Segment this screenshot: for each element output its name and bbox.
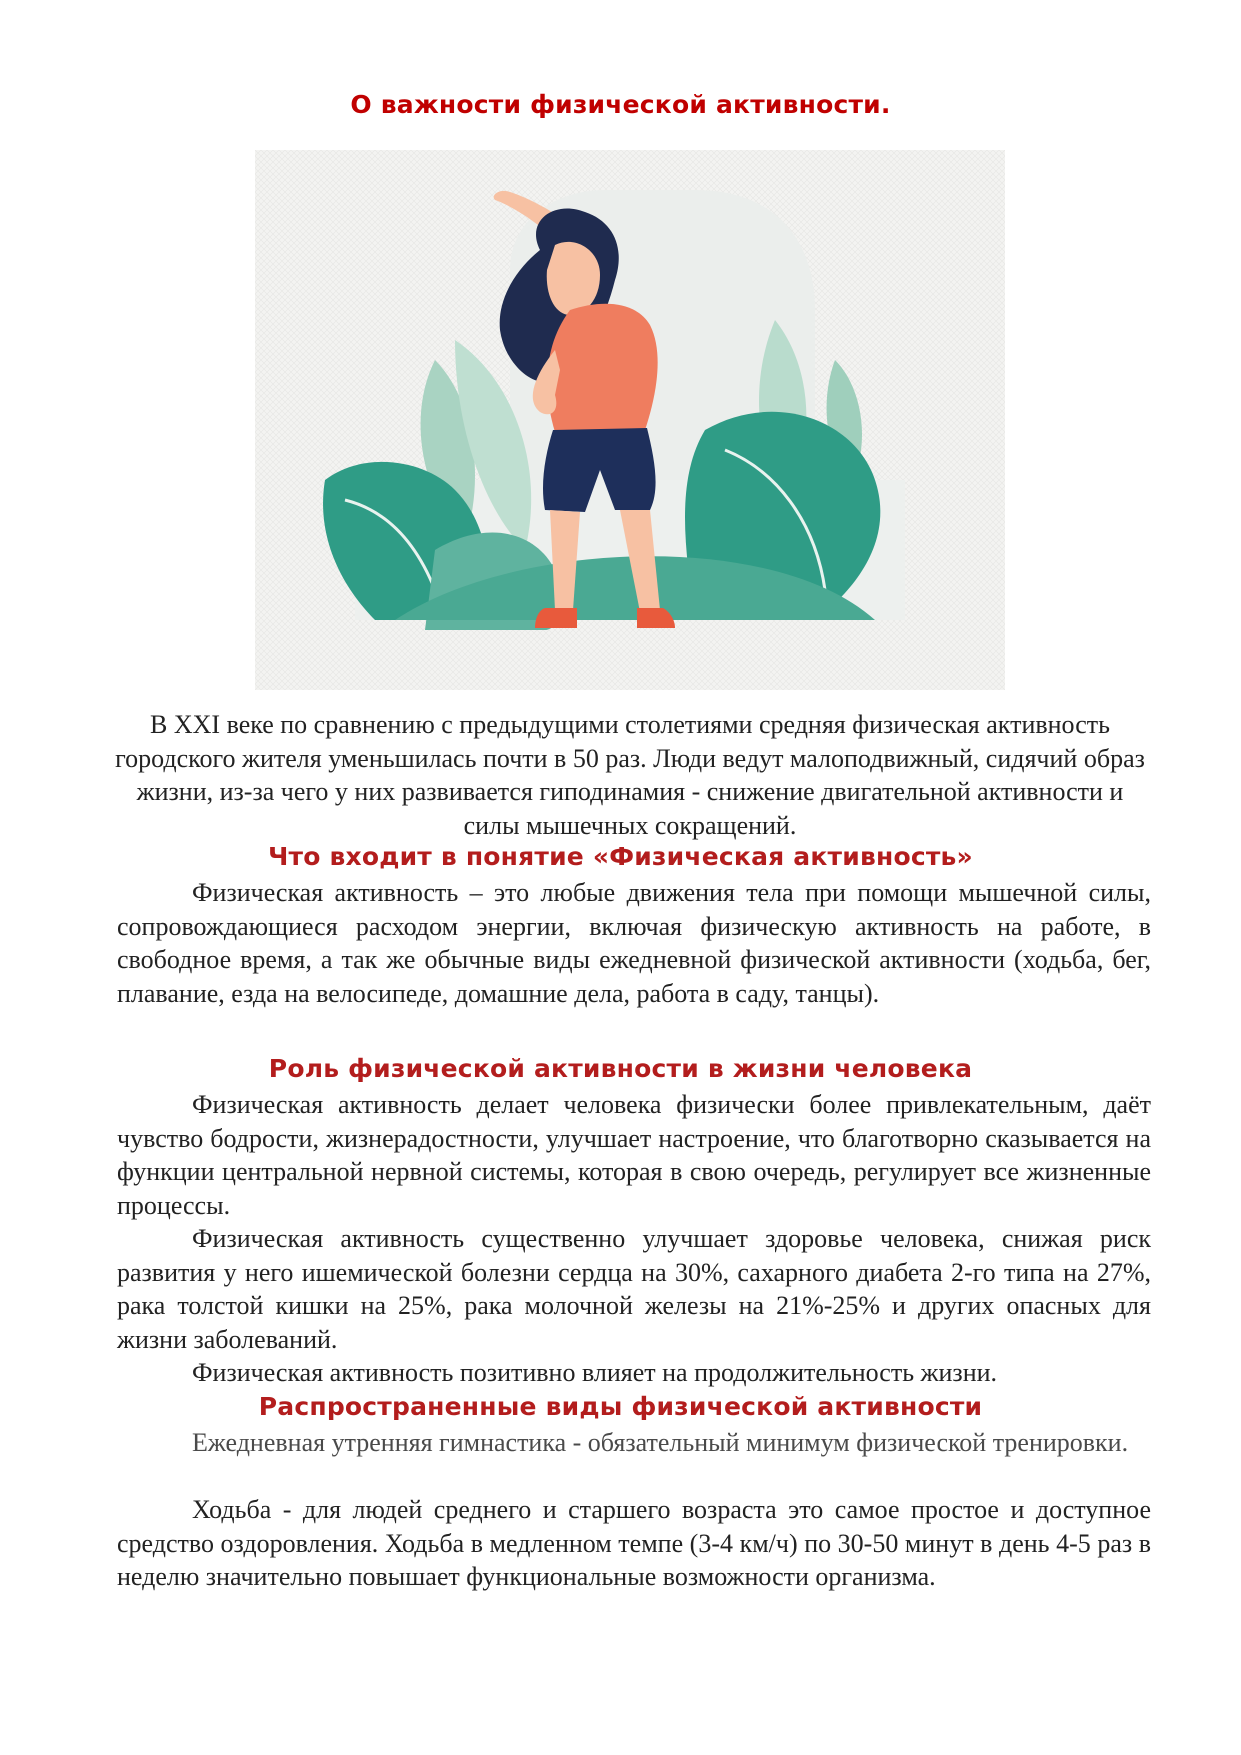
types-paragraph-1: Ежедневная утренняя гимнастика - обязательный минимум физической тренировки. — [192, 1428, 1129, 1457]
section-heading-definition: Что входит в понятие «Физическая активность» — [268, 842, 973, 871]
woman-stretching-illustration — [255, 150, 1005, 690]
section-heading-types: Распространенные виды физической активности — [258, 1392, 983, 1421]
role-paragraph-1: Физическая активность делает человека физически более привлекательным, даёт чувство бодрости, жизнерадостности, улучшает настроение, что благотворно сказывается на функции центральной нервной системы, которая в свою очередь, регулирует все жизненные процессы. — [117, 1090, 1151, 1220]
intro-paragraph: В XXI веке по сравнению с предыдущими столетиями средняя физическая активность городского жителя уменьшилась почти в 50 раз. Люди ведут малоподвижный, сидячий образ жизни, из-за чего у них развивается гиподинамия - снижение двигательной активности и силы мышечных сокращений. — [115, 710, 1145, 840]
role-paragraph-2: Физическая активность существенно улучшает здоровье человека, снижая риск развития у него ишемической болезни сердца на 30%, сахарного диабета 2-го типа на 27%, рака толстой кишки на 25%, рака молочной железы на 21%-25% и других опасных для жизни заболеваний. — [117, 1224, 1151, 1354]
types-paragraph-2: Ходьба - для людей среднего и старшего возраста это самое простое и доступное средство оздоровления. Ходьба в медленном темпе (3-4 км/ч) по 30-50 минут в день 4-5 раз в неделю значительно повышает функциональные возможности организма. — [117, 1495, 1151, 1591]
page-title: О важности физической активности. — [350, 90, 891, 119]
definition-paragraph: Физическая активность – это любые движения тела при помощи мышечной силы, сопровождающиеся расходом энергии, включая физическую активность на работе, в свободное время, а так же обычные виды ежедневной физической активности (ходьба, бег, плавание, езда на велосипеде, домашние дела, работа в саду, танцы). — [117, 878, 1151, 1008]
role-paragraph-3: Физическая активность позитивно влияет на продолжительность жизни. — [192, 1358, 998, 1387]
section-heading-role: Роль физической активности в жизни человека — [268, 1054, 973, 1083]
